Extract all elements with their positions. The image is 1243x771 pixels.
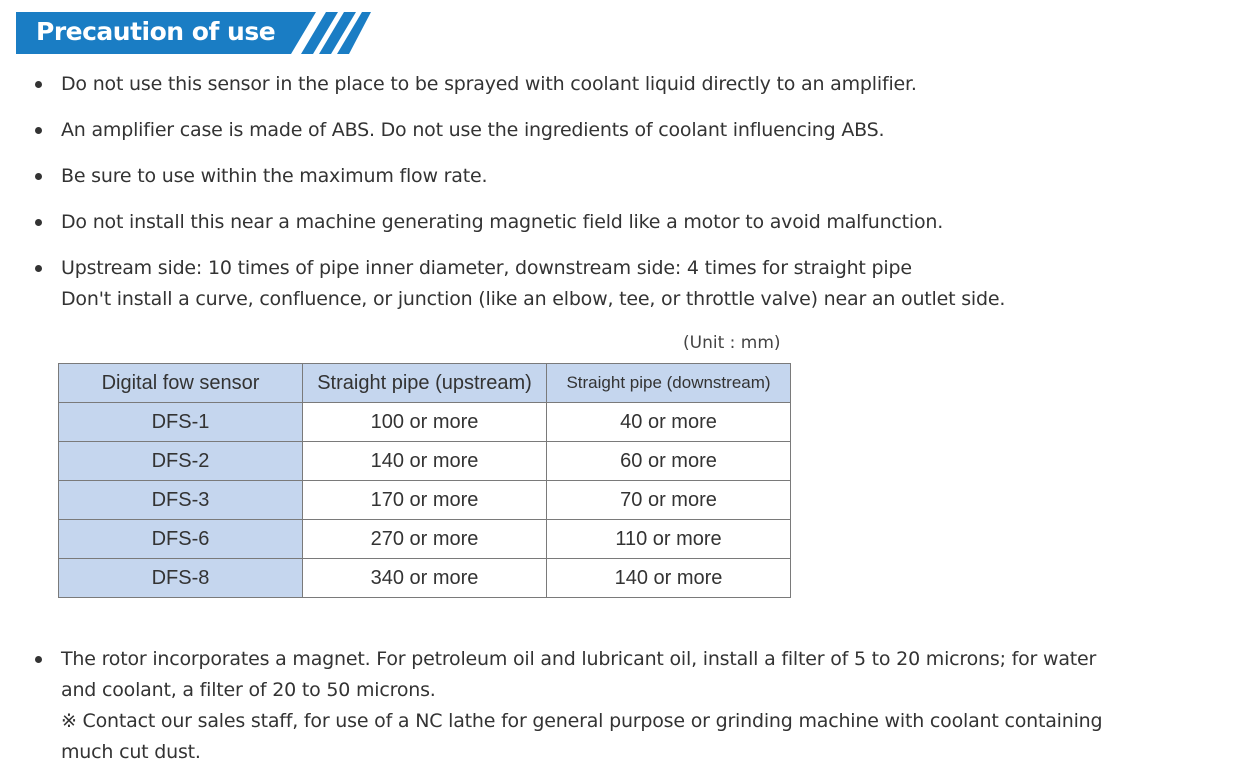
- table-row: [59, 481, 791, 520]
- precaution-text: Do not install this near a machine generating magnetic field like a motor to avoid malfunction.: [61, 211, 944, 233]
- column-header: Straight pipe (downstream): [547, 364, 791, 403]
- precaution-item: [0, 69, 1005, 100]
- bullet-icon: [35, 219, 42, 226]
- table-row: [59, 403, 791, 442]
- upstream-cell: 340 or more: [303, 559, 547, 598]
- bullet-icon: [35, 656, 42, 663]
- precaution-item: [0, 115, 1005, 146]
- section-header: [16, 12, 371, 54]
- model-cell: DFS-2: [59, 442, 303, 481]
- precaution-text: Be sure to use within the maximum flow rate.: [61, 165, 488, 187]
- table-row: [59, 442, 791, 481]
- precaution-text: Don't install a curve, confluence, or junction (like an elbow, tee, or throttle valve) near an outlet side.: [61, 288, 1006, 310]
- bullet-icon: [35, 173, 42, 180]
- precaution-note: much cut dust.: [61, 741, 201, 763]
- precaution-note: ※ Contact our sales staff, for use of a NC lathe for general purpose or grinding machine with coolant containing: [61, 710, 1103, 732]
- column-header: Straight pipe (upstream): [303, 364, 547, 403]
- precaution-text: and coolant, a filter of 20 to 50 microns.: [61, 679, 436, 701]
- precaution-text: Upstream side: 10 times of pipe inner diameter, downstream side: 4 times for straight pipe: [61, 257, 912, 279]
- precaution-text: The rotor incorporates a magnet. For petroleum oil and lubricant oil, install a filter of 5 to 20 microns; for water: [61, 648, 1097, 670]
- precaution-list-bottom: [0, 644, 1102, 768]
- upstream-cell: 270 or more: [303, 520, 547, 559]
- section-title: Precaution of use: [36, 17, 276, 46]
- pipe-length-table: [58, 363, 791, 598]
- model-cell: DFS-6: [59, 520, 303, 559]
- downstream-cell: 110 or more: [547, 520, 791, 559]
- precaution-item: [0, 644, 1102, 768]
- upstream-cell: 170 or more: [303, 481, 547, 520]
- table-row: [59, 559, 791, 598]
- table-header-row: [59, 364, 791, 403]
- table-unit-label: (Unit : mm): [683, 333, 781, 353]
- precaution-list-top: [0, 69, 1005, 330]
- precaution-text: Do not use this sensor in the place to be sprayed with coolant liquid directly to an amplifier.: [61, 73, 917, 95]
- upstream-cell: 100 or more: [303, 403, 547, 442]
- column-header: Digital fow sensor: [59, 364, 303, 403]
- downstream-cell: 140 or more: [547, 559, 791, 598]
- bullet-icon: [35, 265, 42, 272]
- model-cell: DFS-1: [59, 403, 303, 442]
- bullet-icon: [35, 81, 42, 88]
- precaution-item: [0, 161, 1005, 192]
- precaution-item: [0, 207, 1005, 238]
- model-cell: DFS-8: [59, 559, 303, 598]
- bullet-icon: [35, 127, 42, 134]
- precaution-text: An amplifier case is made of ABS. Do not use the ingredients of coolant influencing ABS.: [61, 119, 885, 141]
- downstream-cell: 60 or more: [547, 442, 791, 481]
- downstream-cell: 70 or more: [547, 481, 791, 520]
- model-cell: DFS-3: [59, 481, 303, 520]
- precaution-item: [0, 253, 1005, 315]
- downstream-cell: 40 or more: [547, 403, 791, 442]
- table-row: [59, 520, 791, 559]
- upstream-cell: 140 or more: [303, 442, 547, 481]
